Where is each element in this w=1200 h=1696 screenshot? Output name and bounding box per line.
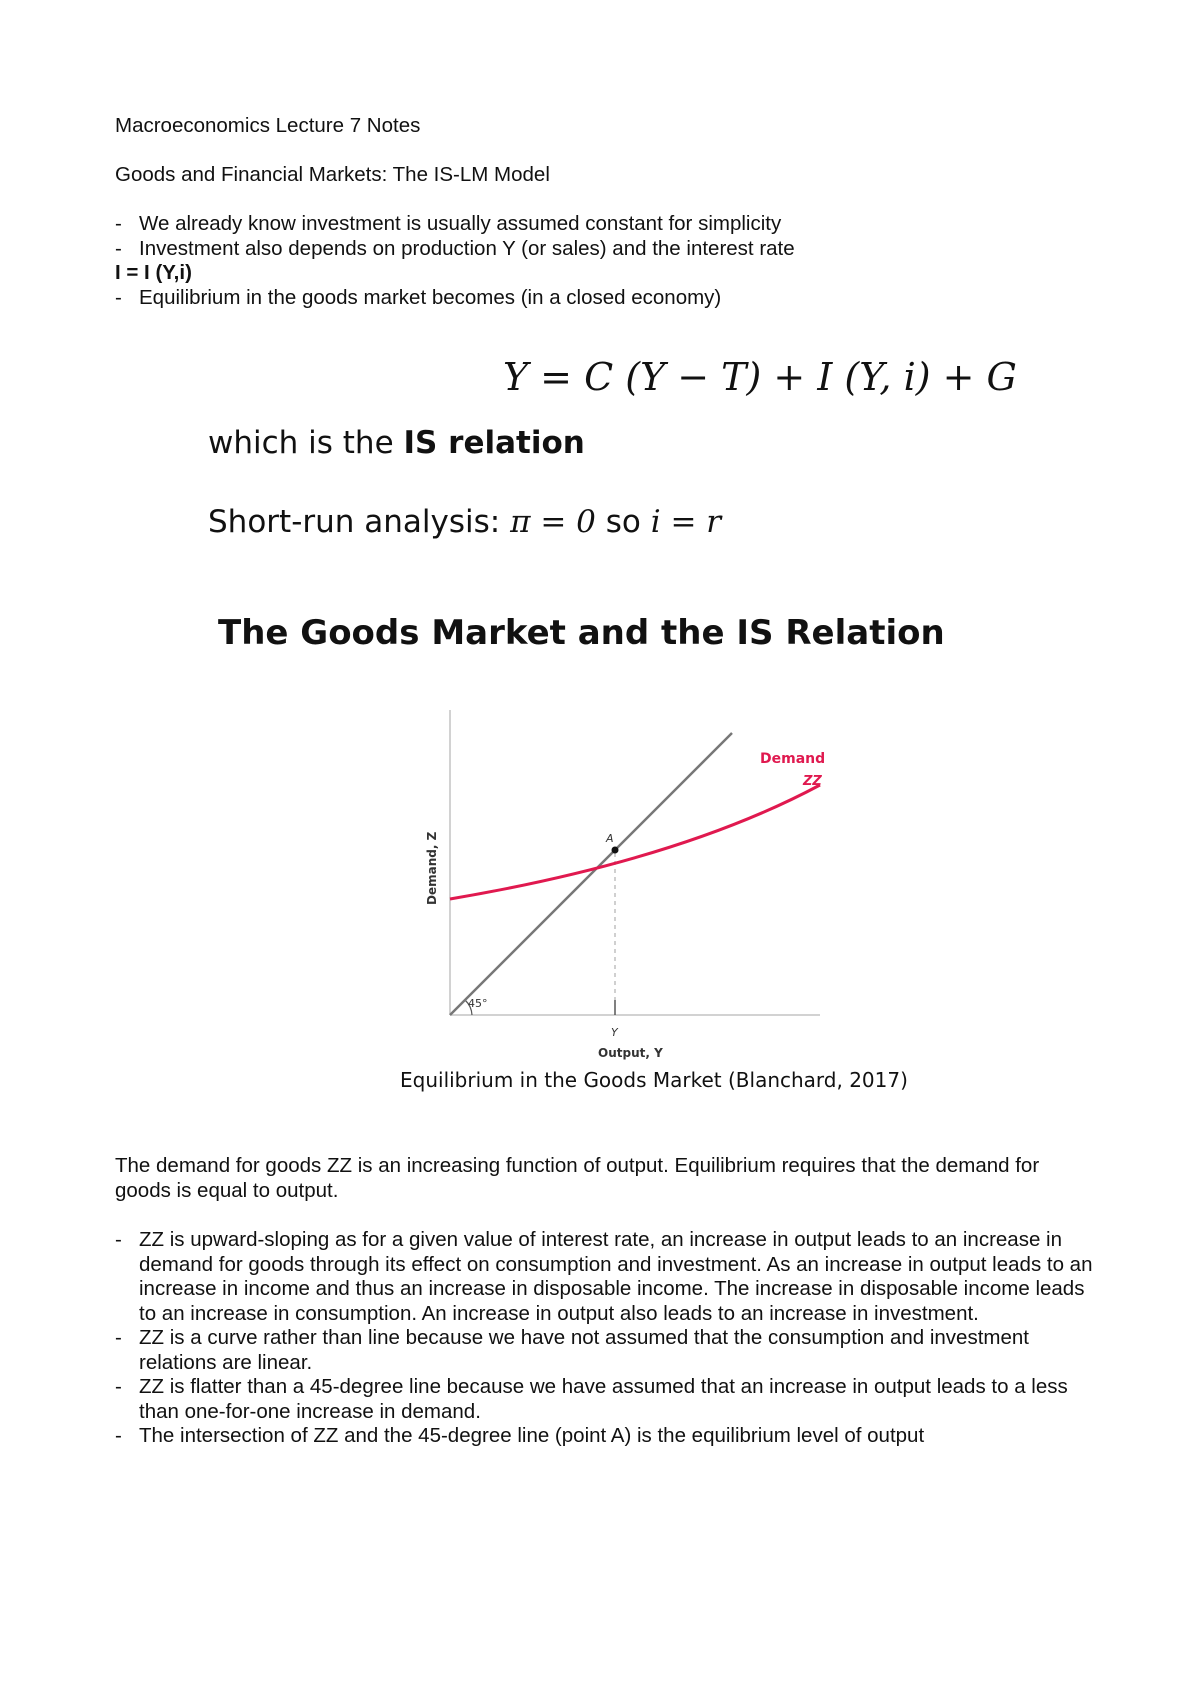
zz-label: ZZ [803, 774, 822, 789]
is-equation: Y = C (Y − T) + I (Y, i) + G [503, 355, 1017, 399]
zz-demand-curve [450, 785, 820, 899]
body-paragraph: The demand for goods ZZ is an increasing function of output. Equilibrium requires that the demand for goods is equal to output. [115, 1154, 1040, 1202]
short-run-line [208, 504, 721, 540]
list-item: - Equilibrium in the goods market becomes (in a closed economy) [115, 286, 722, 309]
list-item: - ZZ is a curve rather than line because we have not assumed that the consumption and investment relations are linear. [115, 1326, 1029, 1374]
intro-bullet-list [115, 212, 795, 261]
list-item: - Investment also depends on production Y (or sales) and the interest rate [115, 236, 795, 260]
demand-label: Demand [760, 751, 826, 767]
bullet-text: ZZ is a curve rather than line because we have not assumed that the consumption and investment relations are linear. [139, 1326, 1029, 1374]
bullet-text: Investment also depends on production Y (or sales) and the interest rate [139, 236, 795, 260]
list-item: - ZZ is flatter than a 45-degree line because we have assumed that an increase in output leads to a less than one-for-one increase in demand. [115, 1375, 1068, 1423]
bullet-text: We already know investment is usually assumed constant for simplicity [139, 212, 782, 235]
bullet-text: The intersection of ZZ and the 45-degree line (point A) is the equilibrium level of output [139, 1424, 925, 1447]
bullet-text: Equilibrium in the goods market becomes (in a closed economy) [139, 286, 722, 309]
goods-market-chart [420, 700, 840, 1070]
document-title: Macroeconomics Lecture 7 Notes [115, 114, 421, 137]
bullet-text: ZZ is flatter than a 45-degree line because we have assumed that an increase in output leads to a less than one-for-one increase in demand. [139, 1375, 1068, 1423]
is-relation-bold: IS relation [403, 425, 585, 461]
angle-label: 45° [468, 997, 488, 1010]
bullet-text: ZZ is upward-sloping as for a given value of interest rate, an increase in output leads to an increase in demand for goods through its effect on consumption and investment. As an increase in output leads to an increase in income and thus an increase in disposable income. The increase in disposable income leads to an increase in consumption. An increase in output also leads to an increase in investment. [139, 1228, 1093, 1325]
short-run-math-i: i = r [650, 504, 722, 540]
equilibrium-point-a [612, 847, 619, 854]
x-axis-title: Output, Y [598, 1046, 663, 1060]
short-run-math-pi: π = 0 [510, 504, 596, 540]
short-run-label: Short-run analysis: [208, 504, 511, 540]
short-run-so: so [595, 504, 651, 540]
list-item: - The intersection of ZZ and the 45-degree line (point A) is the equilibrium level of output [115, 1424, 925, 1447]
figure-caption: Equilibrium in the Goods Market (Blanchard, 2017) [400, 1068, 908, 1092]
is-relation-line [208, 425, 585, 461]
equilibrium-bullet-list [115, 286, 721, 311]
explanation-bullet-list [115, 1228, 1100, 1449]
section-heading: Goods and Financial Markets: The IS-LM Model [115, 163, 550, 186]
investment-function: I = I (Y,i) [115, 261, 192, 284]
y-axis-title: Demand, Z [425, 831, 439, 905]
point-a-label: A [606, 832, 614, 845]
x-tick-label: Y [611, 1026, 618, 1039]
is-relation-text: which is the [208, 425, 404, 461]
slide-title: The Goods Market and the IS Relation [218, 613, 945, 653]
list-item: - ZZ is upward-sloping as for a given value of interest rate, an increase in output leads to an increase in demand for goods through its effect on consumption and investment. As an increase in output leads to an increase in income and thus an increase in disposable income. The increase in disposable income leads to an increase in consumption. An increase in output also leads to an increase in investment. [115, 1228, 1093, 1325]
forty-five-degree-line [450, 733, 732, 1015]
list-item: - We already know investment is usually assumed constant for simplicity [115, 212, 782, 235]
